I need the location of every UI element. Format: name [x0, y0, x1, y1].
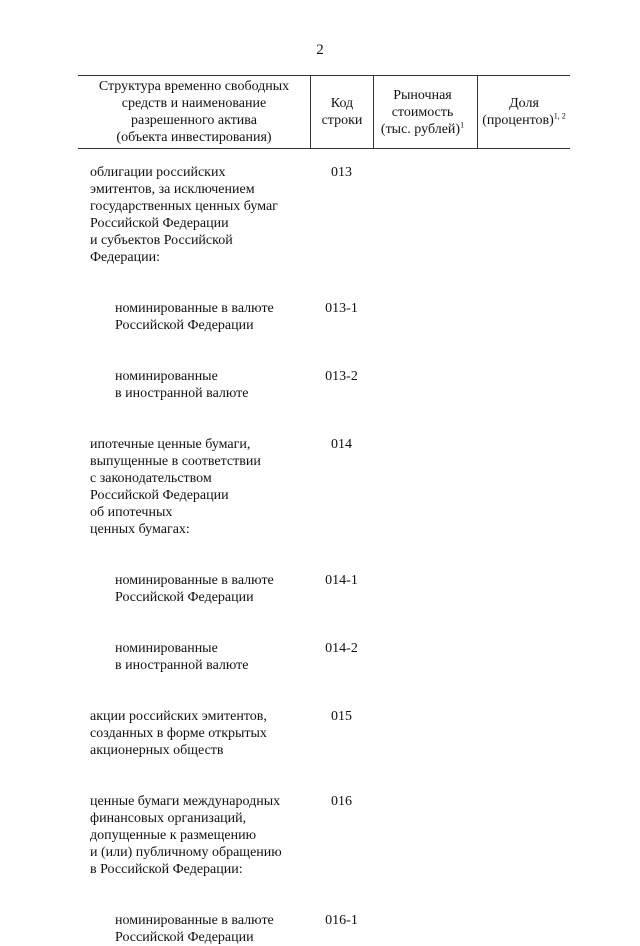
header-row-code: Код строки — [310, 76, 373, 148]
header-share — [477, 76, 570, 148]
row-name: облигации российских эмитентов, за исключением государственных ценных бумаг Российской Федерации и субъектов Российской Федерации: — [90, 165, 278, 265]
header-structure: Структура временно свободных средств и наименование разрешенного актива (объекта инвестирования) — [98, 79, 290, 145]
row-name: номинированные в валюте Российской Федерации — [115, 301, 274, 333]
table-row — [90, 793, 570, 878]
row-name: номинированные в иностранной валюте — [115, 369, 249, 401]
assets-table-header — [78, 75, 570, 149]
table-row — [90, 300, 570, 334]
header-share-text: Доля (процентов) — [482, 96, 554, 128]
row-code: 016 — [331, 794, 352, 809]
row-code: 016-1 — [325, 913, 358, 928]
row-code: 014-2 — [325, 641, 358, 656]
row-code: 014-1 — [325, 573, 358, 588]
table-header-row — [78, 75, 570, 149]
row-name: ценные бумаги международных финансовых организаций, допущенные к размещению и (или) публичному обращению в Российской Федерации: — [90, 794, 282, 877]
row-code: 013-1 — [325, 301, 358, 316]
assets-table-body — [90, 164, 570, 946]
page-number: 2 — [316, 42, 324, 58]
table-row — [90, 912, 570, 946]
row-name: номинированные в валюте Российской Федерации — [115, 573, 274, 605]
footnote-mark: 1, 2 — [553, 111, 566, 121]
table-row — [90, 572, 570, 606]
row-code: 015 — [331, 709, 352, 724]
row-name: номинированные в валюте Российской Федерации — [115, 913, 274, 945]
row-name: акции российских эмитентов, созданных в форме открытых акционерных обществ — [90, 709, 267, 758]
table-row — [90, 368, 570, 402]
table-row — [90, 708, 570, 759]
header-market-value — [373, 76, 477, 148]
footnote-mark: 1 — [460, 119, 465, 129]
row-code: 013 — [331, 165, 352, 180]
row-code: 013-2 — [325, 369, 358, 384]
table-row — [90, 436, 570, 538]
header-market-value-text: Рыночная стоимость (тыс. рублей) — [380, 87, 461, 137]
row-name: ипотечные ценные бумаги, выпущенные в соответствии с законодательством Российской Федерации об ипотечных ценных бумагах: — [90, 437, 261, 537]
row-code: 014 — [331, 437, 352, 452]
table-row — [90, 640, 570, 674]
table-row — [90, 164, 570, 266]
row-name: номинированные в иностранной валюте — [115, 641, 249, 673]
